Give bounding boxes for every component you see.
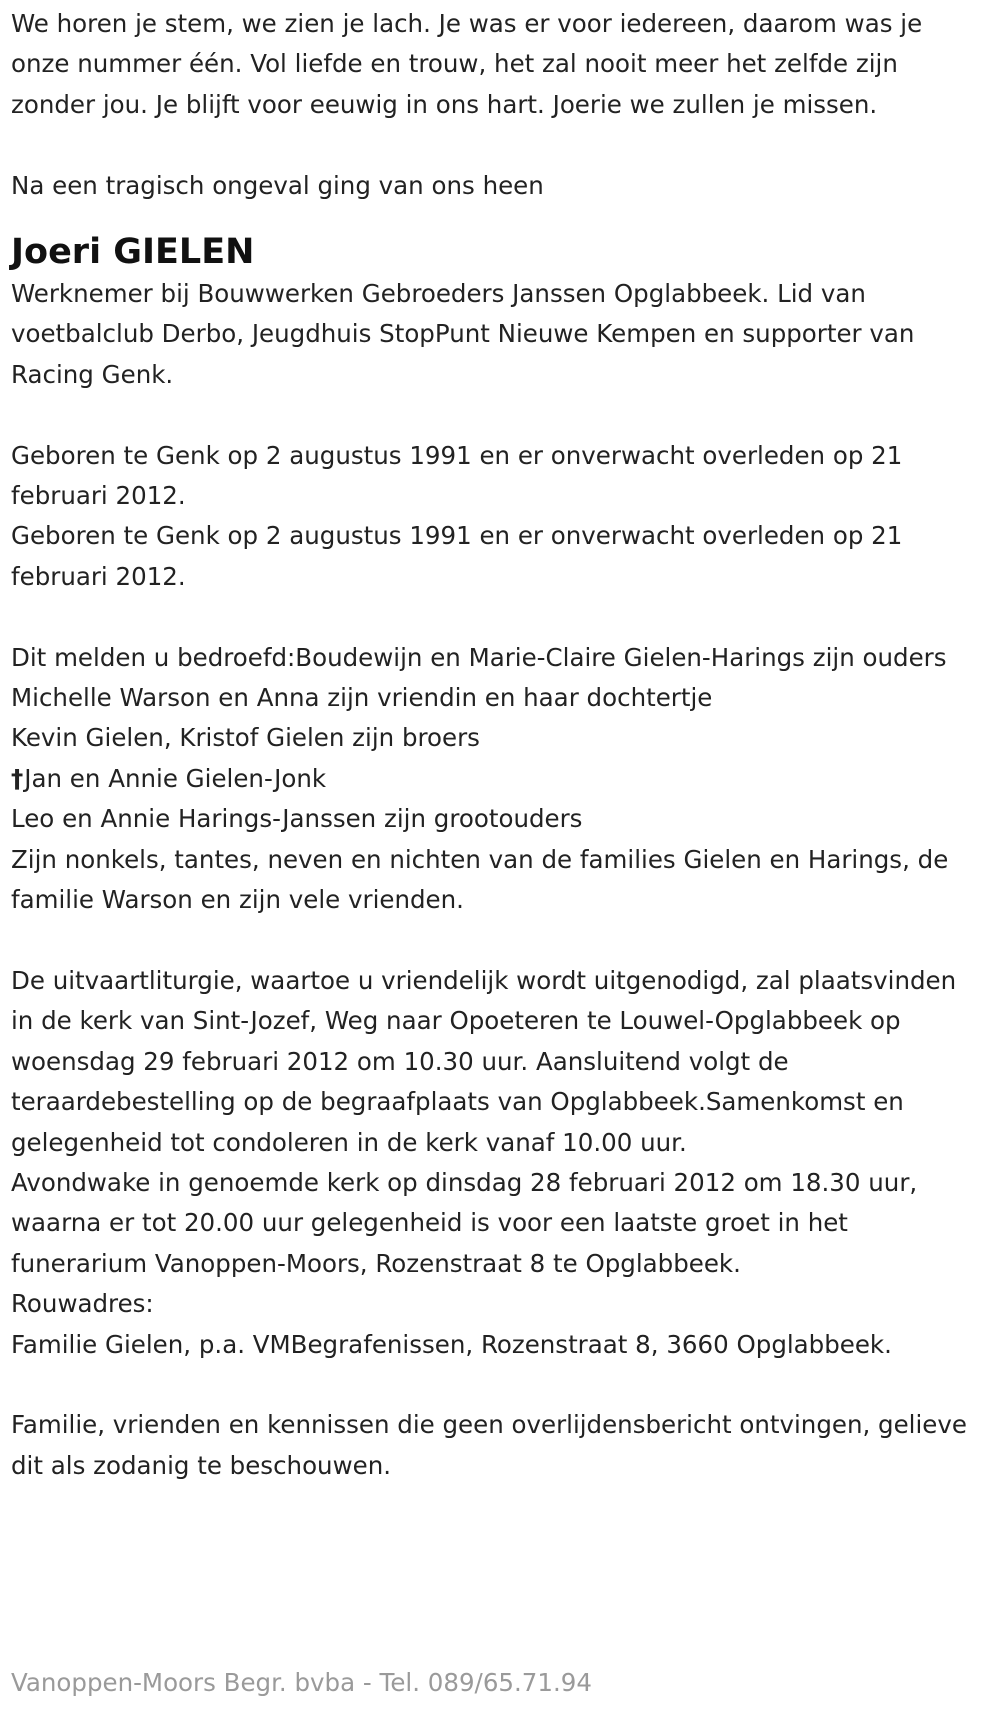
mourner-line: Leo en Annie Harings-Janssen zijn grootouders bbox=[11, 804, 583, 834]
spacer bbox=[11, 597, 976, 637]
mourning-address: Familie Gielen, p.a. VMBegrafenissen, Rozenstraat 8, 3660 Opglabbeek. bbox=[11, 1329, 892, 1359]
mourner-line: Zijn nonkels, tantes, neven en nichten van de families Gielen en Harings, de familie Warson en zijn vele vrienden. bbox=[11, 844, 949, 915]
deceased-name: Joeri GIELEN bbox=[11, 232, 255, 273]
wake-text: Avondwake in genoemde kerk op dinsdag 28 februari 2012 om 18.30 uur, waarna er tot 20.00 uur gelegenheid is voor een laatste groet in het funerarium Vanoppen-Moors, Rozenstraat 8 te Opglabbeek. bbox=[11, 1167, 918, 1278]
intro-text: We horen je stem, we zien je lach. Je was er voor iedereen, daarom was je onze nummer één. Vol liefde en trouw, het zal nooit meer het zelfde zijn zonder jou. Je blijft voor eeuwig in ons hart. Joerie we zullen je missen. bbox=[11, 9, 923, 119]
cross-icon: † bbox=[11, 763, 24, 793]
mourners-block bbox=[11, 638, 976, 921]
funeral-liturgy-text: De uitvaartliturgie, waartoe u vriendelijk wordt uitgenodigd, zal plaatsvinden in de kerk van Sint-Jozef, Weg naar Opoeteren te Louwel-Opglabbeek op woensdag 29 februari 2012 om 10.30 uur. Aansluitend volgt de teraardebestelling op de begraafplaats van Opglabbeek.Samenkomst en gelegenheid tot condoleren in de kerk vanaf 10.00 uur. bbox=[11, 965, 957, 1157]
mourner-line: Kevin Gielen, Kristof Gielen zijn broers bbox=[11, 723, 480, 753]
birth-death-text-repeat: Geboren te Genk op 2 augustus 1991 en er onverwacht overleden op 21 februari 2012. bbox=[11, 521, 903, 591]
mourner-line: Michelle Warson en Anna zijn vriendin en haar dochtertje bbox=[11, 683, 713, 713]
mourners-intro: Dit melden u bedroefd:Boudewijn en Marie-Claire Gielen-Harings zijn ouders bbox=[11, 642, 947, 672]
spacer bbox=[11, 1365, 976, 1405]
spacer bbox=[11, 395, 976, 435]
spacer bbox=[11, 125, 976, 165]
closing-text: Familie, vrienden en kennissen die geen overlijdensbericht ontvingen, gelieve dit als zodanig te beschouwen. bbox=[11, 1410, 967, 1480]
funeral-home-footer: Vanoppen-Moors Begr. bvba - Tel. 089/65.71.94 bbox=[11, 1668, 592, 1697]
birth-death-block bbox=[11, 436, 976, 598]
occupation-text: Werknemer bij Bouwwerken Gebroeders Janssen Opglabbeek. Lid van voetbalclub Derbo, Jeugdhuis StopPunt Nieuwe Kempen en supporter van Racing Genk. bbox=[11, 279, 915, 389]
announcement-text: Na een tragisch ongeval ging van ons heen bbox=[11, 170, 544, 200]
birth-death-text: Geboren te Genk op 2 augustus 1991 en er onverwacht overleden op 21 februari 2012. bbox=[11, 440, 903, 511]
mourning-address-label: Rouwadres: bbox=[11, 1289, 154, 1319]
mourner-line-deceased bbox=[11, 759, 976, 799]
spacer bbox=[11, 920, 976, 960]
deceased-relatives: Jan en Annie Gielen-Jonk bbox=[24, 763, 327, 793]
funeral-block bbox=[11, 961, 976, 1365]
